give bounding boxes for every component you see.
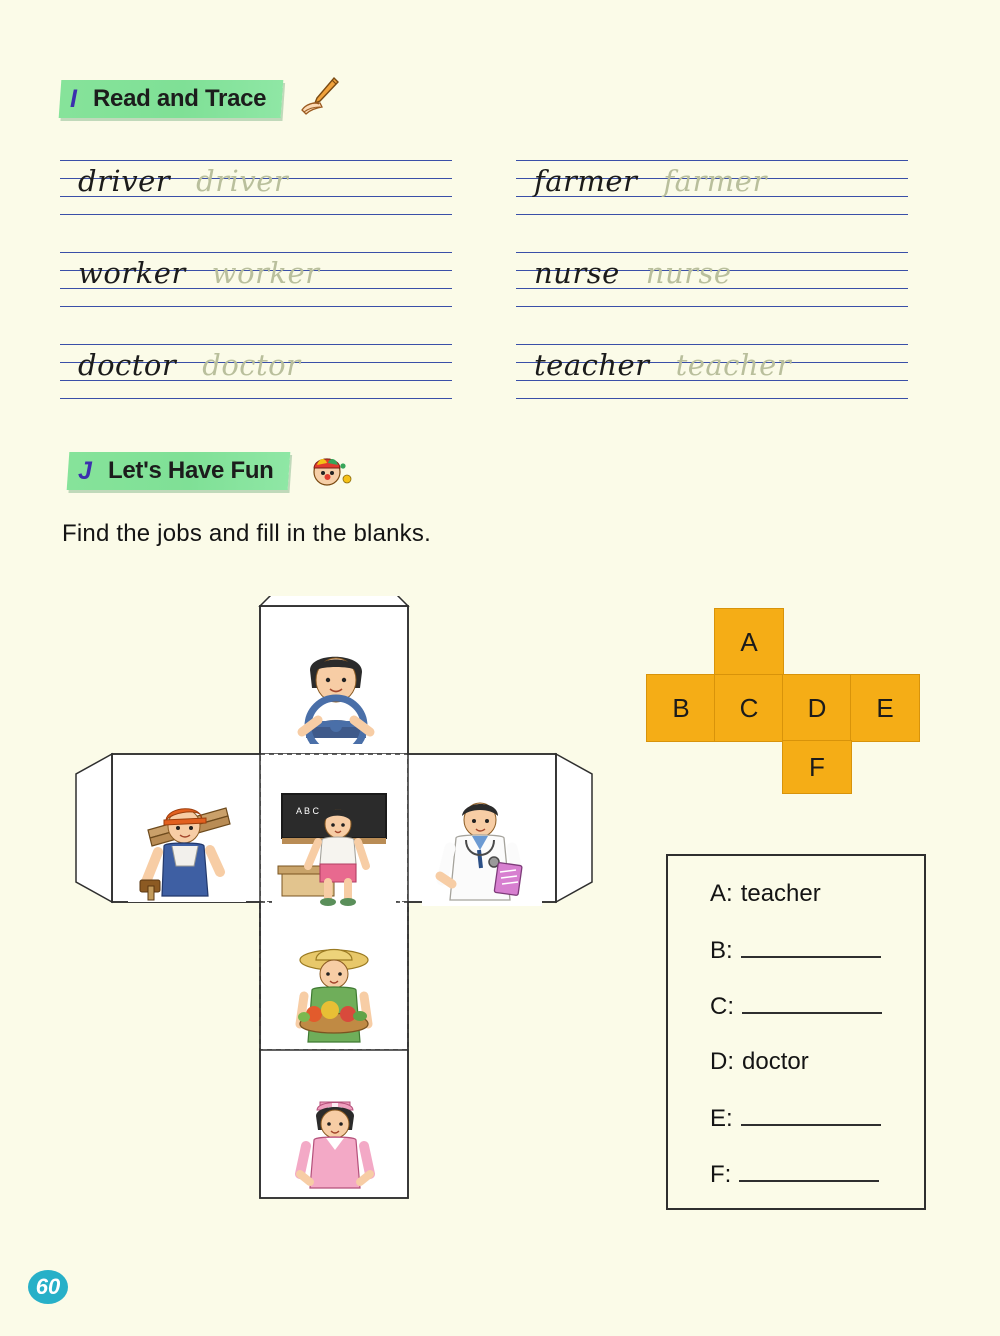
writing-lines — [60, 252, 452, 324]
answer-row-b — [710, 936, 881, 965]
trace-row-2-left — [60, 252, 452, 324]
section-title-j: Let's Have Fun — [107, 456, 274, 484]
answer-blank-f[interactable] — [739, 1160, 879, 1182]
hand-writing-icon — [296, 74, 342, 123]
farmer-illustration — [274, 938, 394, 1048]
writing-lines — [60, 344, 452, 416]
clown-face-icon — [303, 446, 355, 495]
section-letter-i: I — [70, 84, 77, 112]
answer-blank-c[interactable] — [742, 992, 882, 1014]
svg-text:A B C: A B C — [296, 806, 320, 816]
answer-label-f: F: — [710, 1161, 732, 1188]
trace-row-2-right — [516, 252, 908, 324]
writing-lines — [516, 252, 908, 324]
answer-row-a — [710, 880, 821, 908]
trace-ghost-word[interactable]: teacher — [675, 348, 792, 382]
worker-illustration — [128, 790, 246, 902]
trace-word: nurse — [534, 256, 620, 290]
answer-blank-e[interactable] — [741, 1104, 881, 1126]
section-header-i — [60, 74, 342, 123]
answer-row-e — [710, 1104, 881, 1133]
answer-row-c — [710, 992, 882, 1021]
page-number: 60 — [28, 1270, 68, 1304]
section-band-j — [67, 452, 291, 490]
answer-label-d: D: — [710, 1048, 734, 1075]
answer-row-f — [710, 1160, 879, 1189]
driver-illustration — [276, 640, 396, 744]
trace-row-1-right — [516, 160, 908, 232]
answer-value-a[interactable]: teacher — [740, 880, 821, 907]
trace-word: farmer — [534, 164, 638, 198]
activity-instruction: Find the jobs and fill in the blanks. — [62, 520, 431, 547]
trace-ghost-word[interactable]: driver — [196, 164, 289, 198]
grid-cell-f[interactable]: F — [782, 740, 852, 794]
section-header-j — [68, 446, 355, 495]
section-band-i — [59, 80, 284, 118]
answer-label-a: A: — [710, 880, 733, 907]
grid-cell-d[interactable]: D — [782, 674, 852, 742]
grid-cell-a[interactable]: A — [714, 608, 784, 676]
section-title-i: Read and Trace — [92, 84, 267, 112]
grid-cell-b[interactable]: B — [646, 674, 716, 742]
trace-row-3-left — [60, 344, 452, 416]
section-letter-j: J — [78, 456, 92, 484]
answer-label-c: C: — [710, 993, 734, 1020]
answer-value-d[interactable]: doctor — [742, 1048, 809, 1075]
trace-word: doctor — [78, 348, 177, 382]
nurse-illustration — [276, 1086, 394, 1196]
trace-row-3-right — [516, 344, 908, 416]
trace-ghost-word[interactable]: doctor — [202, 348, 301, 382]
writing-lines — [60, 160, 452, 232]
answer-label-b: B: — [710, 937, 733, 964]
writing-lines — [516, 160, 908, 232]
writing-lines — [516, 344, 908, 416]
answer-row-d — [710, 1048, 809, 1076]
trace-ghost-word[interactable]: nurse — [645, 256, 732, 290]
trace-word: worker — [78, 256, 186, 290]
doctor-illustration — [422, 788, 542, 906]
answer-blank-b[interactable] — [741, 936, 881, 958]
teacher-illustration — [272, 788, 396, 908]
trace-row-1-left — [60, 160, 452, 232]
grid-cell-e[interactable]: E — [850, 674, 920, 742]
trace-word: teacher — [534, 348, 650, 382]
answer-label-e: E: — [710, 1105, 733, 1132]
trace-ghost-word[interactable]: worker — [211, 256, 320, 290]
trace-word: driver — [78, 164, 171, 198]
trace-ghost-word[interactable]: farmer — [663, 164, 767, 198]
grid-cell-c[interactable]: C — [714, 674, 784, 742]
